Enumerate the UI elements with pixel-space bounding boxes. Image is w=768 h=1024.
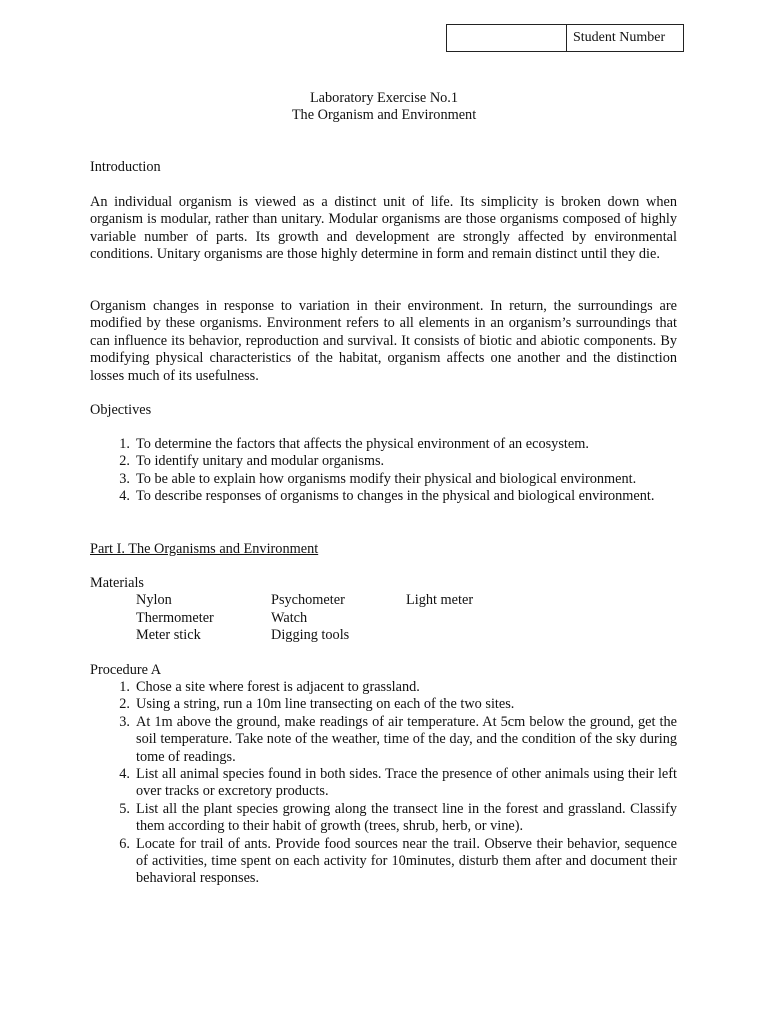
exercise-subtitle: The Organism and Environment	[291, 107, 477, 123]
list-item: 1. Chose a site where forest is adjacent to grassland.	[119, 679, 420, 695]
material-item: Psychometer	[271, 592, 345, 608]
procedure-a-list	[110, 679, 677, 888]
list-item: 5. List all the plant species growing along the transect line in the forest and grassland. Classify them according to their habit of growth (trees, shrub, herb, or vine).	[119, 800, 677, 835]
list-item: 6. Locate for trail of ants. Provide food sources near the trail. Observe their behavior, sequence of activities, time spent on each activity for 10minutes, disturb them after and document their behavioral responses.	[119, 835, 677, 887]
student-number-label: Student Number	[573, 30, 666, 45]
introduction-heading: Introduction	[90, 159, 161, 175]
exercise-title: Laboratory Exercise No.1	[309, 90, 459, 106]
list-item: 2. To identify unitary and modular organisms.	[119, 453, 385, 470]
material-item: Nylon	[136, 592, 172, 608]
list-item: 4. List all animal species found in both sides. Trace the presence of other animals using their left over tracks or excretory products.	[119, 766, 677, 800]
part-1-heading: Part I. The Organisms and Environment	[90, 541, 319, 557]
introduction-paragraph-2: Organism changes in response to variation in their environment. In return, the surroundings are modified by these organisms. Environment refers to all elements in an organism’s surroundings that can influence its behavior, reproduction and survival. It consists of biotic and abiotic components. By modifying physical characteristics of the habitat, organism affects one another and the distinction losses much of its usefulness.	[90, 298, 677, 384]
list-item: 3. To be able to explain how organisms modify their physical and biological environment.	[119, 470, 637, 487]
list-item: 4. To describe responses of organisms to changes in the physical and biological environment.	[119, 488, 655, 505]
list-item: 2. Using a string, run a 10m line transecting on each of the two sites.	[119, 696, 515, 713]
objectives-heading: Objectives	[90, 402, 152, 418]
student-number-box	[446, 24, 684, 52]
material-item: Light meter	[406, 592, 474, 608]
material-item: Thermometer	[136, 610, 214, 626]
material-item: Meter stick	[136, 627, 201, 643]
list-item: 3. At 1m above the ground, make readings of air temperature. At 5cm below the ground, get the soil temperature. Take note of the weather, time of the day, and the condition of the sky during tome of readings.	[119, 713, 677, 765]
list-item: 1. To determine the factors that affects the physical environment of an ecosystem.	[119, 436, 589, 452]
objectives-list	[110, 436, 677, 506]
material-item: Watch	[271, 610, 308, 626]
procedure-a-heading: Procedure A	[90, 662, 162, 678]
materials-heading: Materials	[90, 575, 144, 591]
student-number-field[interactable]	[447, 25, 567, 51]
material-item: Digging tools	[271, 627, 350, 643]
introduction-paragraph-1: An individual organism is viewed as a distinct unit of life. Its simplicity is broken down when organism is modular, rather than unitary. Modular organisms are those organisms composed of highly variable number of parts. Its growth and development are strongly affected by environmental conditions. Unitary organisms are those highly determine in form and remain distinct until they die.	[90, 194, 677, 263]
